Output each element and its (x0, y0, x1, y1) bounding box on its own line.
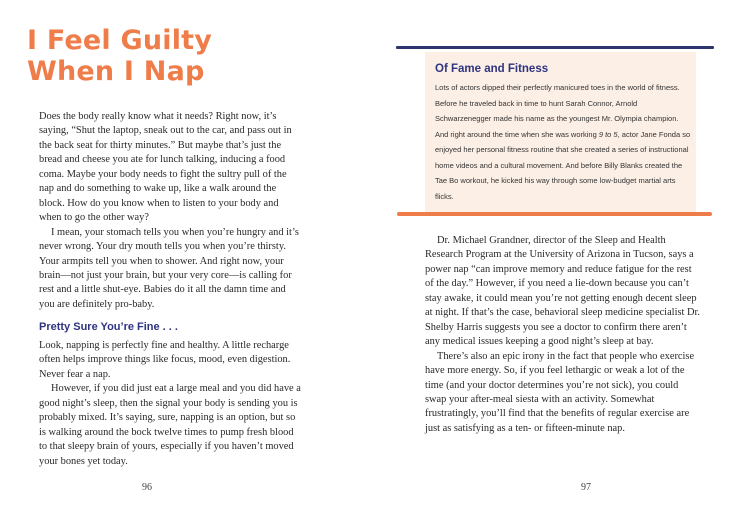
sidebar-bottom-rule (397, 212, 712, 216)
sidebar-heading: Of Fame and Fitness (435, 63, 549, 75)
left-paragraph-2: I mean, your stomach tells you when you’re hungry and it’s never wrong. Your dry mouth tells you when you’re thirsty. Your armpits tell you when to shower. And right now, your brain—not just your brain, but your very core—is calling for rest and a little shut-eye. Babies do it all the damn time and you are definitely pro-baby. (39, 226, 299, 310)
left-paragraph-3: Look, napping is perfectly fine and healthy. A little recharge often helps improve things like focus, mood, even digestion. Never fear a nap. (39, 340, 291, 380)
left-paragraph-1: Does the body really know what it needs? Right now, it’s saying, “Shut the laptop, sneak out to the car, and pass out in the back seat for thirty minutes.” But maybe that’s just the bread and cheese you ate for lunch talking, inducing a food coma. Maybe your body needs to fight the sultry pull of the nap and do something to wake up, like a walk around the block. How do you know when to listen to your body and when to go the other way? (39, 111, 292, 224)
left-body-intro (39, 110, 301, 312)
chapter-title-line-1: I Feel Guilty (27, 25, 213, 56)
left-page-number: 96 (142, 482, 152, 493)
chapter-title (27, 25, 212, 87)
right-paragraph-1: Dr. Michael Grandner, director of the Sleep and Health Research Program at the University of Arizona in Tucson, says a power nap “can improve memory and reduce fatigue for the rest of the day.” However, if you need a lie-down because you can’t stay awake, it could mean you’re not getting enough decent sleep at night. If that’s the case, behavioral sleep medicine specialist Dr. Shelby Harris suggests you see a doctor to confirm there aren’t any medical issues keeping a good night’s sleep at bay. (425, 235, 700, 348)
right-paragraph-2: There’s also an epic irony in the fact that people who exercise have more energy. So, if you feel lethargic or weak a lot of the time (and your doctor determines you’re not sick), you could swap your after-meal siesta with an activity. Somewhat frustratingly, you’ll find that the benefits of regular exercise are just as satisfying as a ten- or fifteen-minute nap. (425, 350, 695, 434)
right-body (425, 234, 700, 436)
sidebar-text-italic: 9 to 5 (598, 129, 618, 139)
section-subheading: Pretty Sure You’re Fine . . . (39, 321, 178, 333)
sidebar-text (435, 80, 691, 204)
left-body-section (39, 339, 301, 469)
right-page-number: 97 (581, 482, 591, 493)
chapter-title-line-2: When I Nap (27, 56, 205, 87)
sidebar-text-part-1: Lots of actors dipped their perfectly manicured toes in the world of fitness. Before he traveled back in time to hunt Sarah Connor, Arnold Schwarzenegger made his name as the youngest Mr. Olympia champion. And right around the time when she was working (435, 83, 680, 139)
sidebar-text-part-2: , actor Jane Fonda so enjoyed her personal fitness routine that she created a series of instructional home videos and a cultural movement. And before Billy Blanks created the Tae Bo workout, he kicked his way through some low-budget martial arts flicks. (435, 129, 691, 201)
left-paragraph-4: However, if you did just eat a large meal and you did have a good night’s sleep, then the signal your body is sending you is probably mixed. It’s saying, sure, napping is an option, but so is walking around the bock twelve times to pump fresh blood to that sleepy brain of yours, especially if you haven’t moved your bones yet today. (39, 383, 301, 467)
sidebar-top-rule (396, 46, 714, 49)
